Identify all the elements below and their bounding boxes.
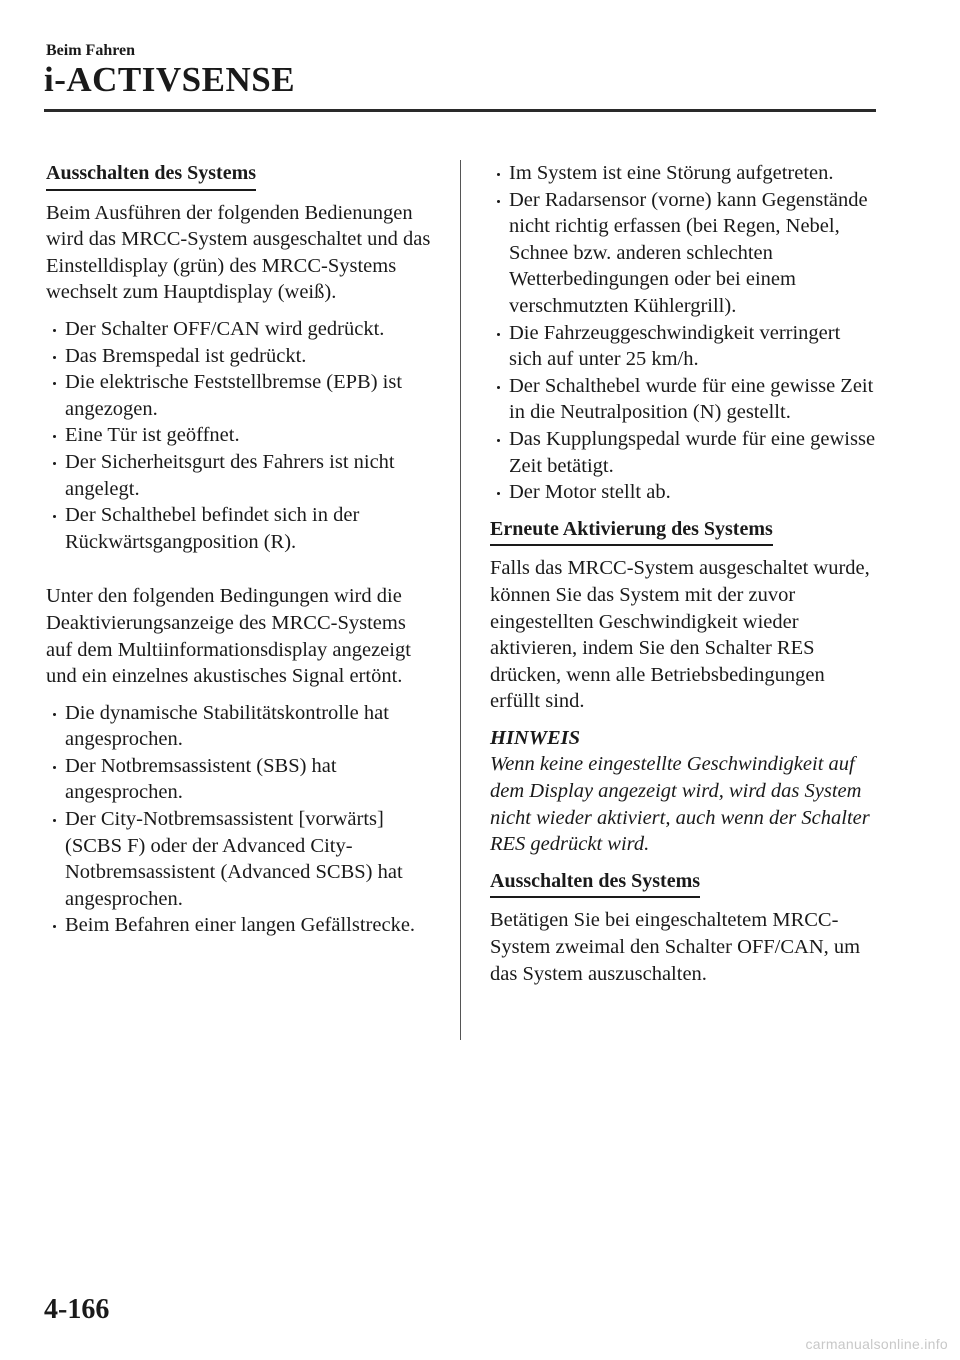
note-text: Wenn keine eingestellte Geschwindigkeit auf dem Display angezeigt wird, wird das System nicht wieder aktiviert, auch wenn der Schalter RES gedrückt wird. xyxy=(490,753,870,856)
list-item: Beim Befahren einer langen Gefällstrecke. xyxy=(46,912,434,939)
list-item: Der Schalthebel befindet sich in der Rückwärtsgangposition (R). xyxy=(46,502,434,555)
list-item: Die Fahrzeuggeschwindigkeit verringert sich auf unter 25 km/h. xyxy=(490,320,878,373)
watermark: carmanualsonline.info xyxy=(805,1336,948,1352)
bullet-list-off-conditions xyxy=(46,316,434,555)
bullet-list-continued xyxy=(490,160,878,506)
heading-ausschalten-1: Ausschalten des Systems xyxy=(46,160,256,191)
heading-reactivation: Erneute Aktivierung des Systems xyxy=(490,516,773,547)
bullet-list-deactivation-conditions xyxy=(46,700,434,939)
header-rule xyxy=(44,109,876,112)
list-item: Das Bremspedal ist gedrückt. xyxy=(46,343,434,370)
section-label: Beim Fahren xyxy=(46,42,136,59)
left-column xyxy=(46,160,434,939)
right-column xyxy=(490,160,878,997)
heading-ausschalten-2: Ausschalten des Systems xyxy=(490,868,700,899)
paragraph-intro: Beim Ausführen der folgenden Bedienungen wird das MRCC-System ausgeschaltet und das Einstelldisplay (grün) des MRCC-Systems wechselt zum Hauptdisplay (weiß). xyxy=(46,201,431,304)
list-item: Der Schalthebel wurde für eine gewisse Zeit in die Neutralposition (N) gestellt. xyxy=(490,373,878,426)
list-item: Die elektrische Feststellbremse (EPB) ist angezogen. xyxy=(46,369,434,422)
note-title: HINWEIS xyxy=(490,726,581,749)
list-item: Die dynamische Stabilitätskontrolle hat angesprochen. xyxy=(46,700,434,753)
list-item: Der Motor stellt ab. xyxy=(490,479,878,506)
list-item: Der City-Notbremsassistent [vorwärts] (SCBS F) oder der Advanced City-Notbremsassistent (Advanced SCBS) hat angesprochen. xyxy=(46,806,434,912)
chapter-title: i-ACTIVSENSE xyxy=(44,60,296,99)
list-item: Eine Tür ist geöffnet. xyxy=(46,422,434,449)
list-item: Das Kupplungspedal wurde für eine gewisse Zeit betätigt. xyxy=(490,426,878,479)
page-number: 4-166 xyxy=(44,1294,110,1325)
list-item: Der Radarsensor (vorne) kann Gegenstände nicht richtig erfassen (bei Regen, Nebel, Schnee bzw. anderen schlechten Wetterbedingungen oder bei einem verschmutzten Kühlergrill). xyxy=(490,187,878,320)
list-item: Der Schalter OFF/CAN wird gedrückt. xyxy=(46,316,434,343)
column-divider xyxy=(460,160,461,1040)
list-item: Der Sicherheitsgurt des Fahrers ist nicht angelegt. xyxy=(46,449,434,502)
paragraph-switch-off: Betätigen Sie bei eingeschaltetem MRCC-System zweimal den Schalter OFF/CAN, um das System auszuschalten. xyxy=(490,909,861,985)
list-item: Der Notbremsassistent (SBS) hat angesprochen. xyxy=(46,753,434,806)
list-item: Im System ist eine Störung aufgetreten. xyxy=(490,160,878,187)
paragraph-deactivation: Unter den folgenden Bedingungen wird die Deaktivierungsanzeige des MRCC-Systems auf dem Multiinformationsdisplay angezeigt und ein einzelnes akustisches Signal ertönt. xyxy=(46,585,411,688)
paragraph-reactivation: Falls das MRCC-System ausgeschaltet wurde, können Sie das System mit der zuvor eingestellten Geschwindigkeit wieder aktivieren, indem Sie den Schalter RES drücken, wenn alle Betriebsbedingungen erfüllt sind. xyxy=(490,557,870,713)
